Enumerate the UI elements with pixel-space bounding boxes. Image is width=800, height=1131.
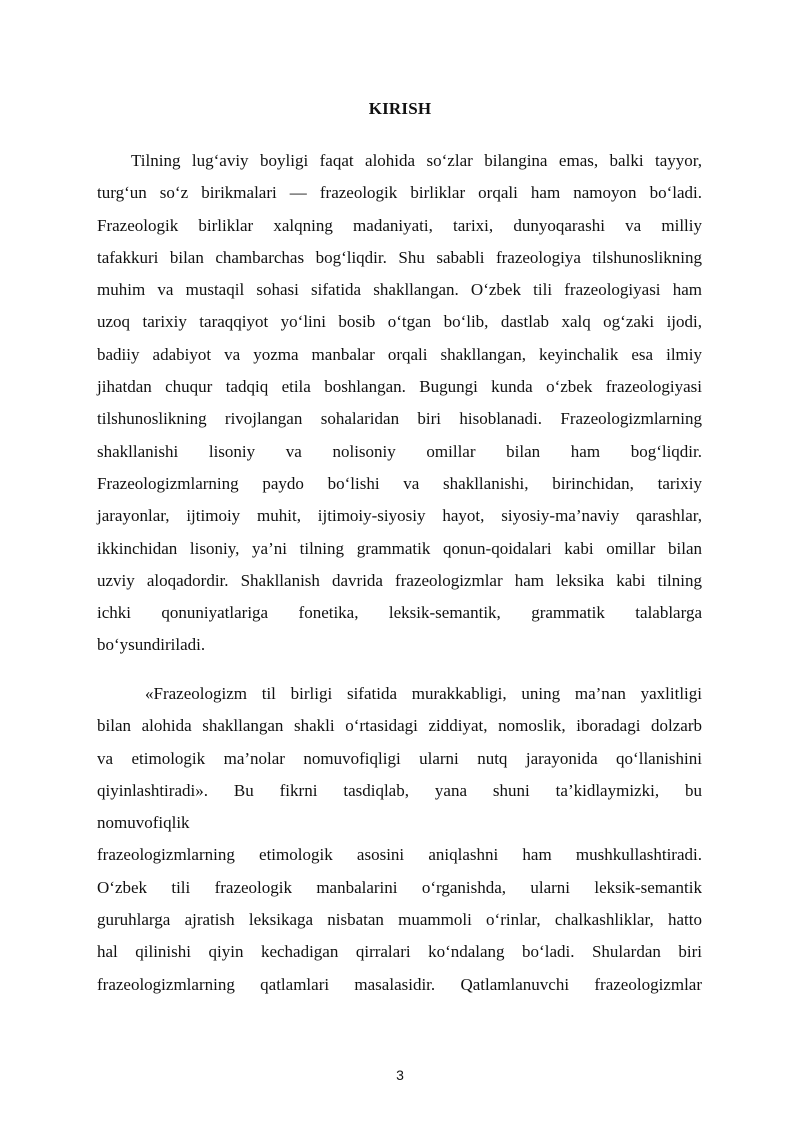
text-line: jihatdan chuqur tadqiq etila boshlangan. Bugungi kunda o‘zbek frazeologiyasi: [97, 377, 702, 397]
text-line: nomuvofiqlik: [97, 813, 190, 833]
text-line: ikkinchidan lisoniy, ya’ni tilning grammatik qonun-qoidalari kabi omillar bilan: [97, 538, 702, 558]
text-line: bilan alohida shakllangan shakli o‘rtasidagi ziddiyat, nomoslik, iboradagi dolzarb: [97, 716, 702, 736]
text-line: frazeologizmlarning qatlamlari masalasidir. Qatlamlanuvchi frazeologizmlar: [97, 974, 702, 994]
page-number: 3: [396, 1067, 404, 1083]
text-line: Frazeologizmlarning paydo bo‘lishi va shakllanishi, birinchidan, tarixiy: [97, 473, 702, 493]
text-line: turg‘un so‘z birikmalari — frazeologik birliklar orqali ham namoyon bo‘ladi.: [97, 183, 702, 203]
text-line: guruhlarga ajratish leksikaga nisbatan muammoli o‘rinlar, chalkashliklar, hatto: [97, 910, 702, 930]
text-line: Frazeologik birliklar xalqning madaniyati, tarixi, dunyoqarashi va milliy: [97, 215, 702, 235]
text-line: badiiy adabiyot va yozma manbalar orqali shakllangan, keyinchalik esa ilmiy: [97, 344, 702, 364]
text-line: tilshunoslikning rivojlangan sohalaridan biri hisoblanadi. Frazeologizmlarning: [97, 409, 702, 429]
text-line: uzoq tarixiy taraqqiyot yo‘lini bosib o‘tgan bo‘lib, dastlab xalq og‘zaki ijodi,: [97, 312, 702, 332]
text-line: qiyinlashtiradi». Bu fikrni tasdiqlab, yana shuni ta’kidlaymizki, bu: [97, 780, 702, 800]
text-line: tafakkuri bilan chambarchas bog‘liqdir. Shu sababli frazeologiya tilshunoslikning: [97, 247, 702, 267]
text-line: ichki qonuniyatlariga fonetika, leksik-semantik, grammatik talablarga: [97, 603, 702, 623]
text-line: jarayonlar, ijtimoiy muhit, ijtimoiy-siyosiy hayot, siyosiy-ma’naviy qarashlar,: [97, 506, 702, 526]
text-line: Tilning lug‘aviy boyligi faqat alohida so‘zlar bilangina emas, balki tayyor,: [131, 151, 702, 170]
text-line: va etimologik ma’nolar nomuvofiqligi ularni nutq jarayonida qo‘llanishini: [97, 748, 702, 768]
text-line: shakllanishi lisoniy va nolisoniy omillar bilan ham bog‘liqdir.: [97, 441, 702, 461]
text-line: uzviy aloqadordir. Shakllanish davrida frazeologizmlar ham leksika kabi tilning: [97, 570, 702, 590]
text-line: O‘zbek tili frazeologik manbalarini o‘rganishda, ularni leksik-semantik: [97, 877, 702, 897]
paragraph-1: [97, 145, 702, 662]
text-line: muhim va mustaqil sohasi sifatida shakllangan. O‘zbek tili frazeologiyasi ham: [97, 280, 702, 300]
text-line: «Frazeologizm til birligi sifatida murakkabligi, uning ma’nan yaxlitligi: [145, 684, 702, 703]
text-line: bo‘ysundiriladi.: [97, 635, 206, 655]
section-title: KIRISH: [368, 99, 432, 118]
paragraph-2: [97, 678, 702, 1001]
text-line: hal qilinishi qiyin kechadigan qirralari ko‘ndalang bo‘ladi. Shulardan biri: [97, 942, 702, 962]
text-line: frazeologizmlarning etimologik asosini aniqlashni ham mushkullashtiradi.: [97, 845, 702, 865]
